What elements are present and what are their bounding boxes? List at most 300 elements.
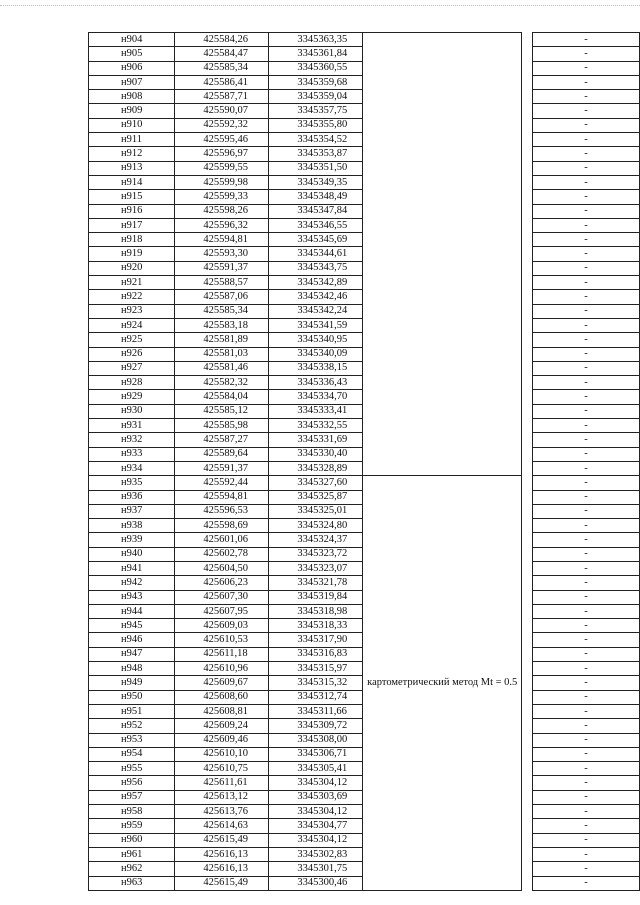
x-coordinate-cell: 425609,67 xyxy=(175,676,269,690)
dash-cell: - xyxy=(532,447,639,461)
dash-cell: - xyxy=(532,833,639,847)
y-coordinate-cell: 3345357,75 xyxy=(269,104,363,118)
column-gap xyxy=(522,833,533,847)
y-coordinate-cell: 3345315,97 xyxy=(269,662,363,676)
y-coordinate-cell: 3345359,04 xyxy=(269,90,363,104)
y-coordinate-cell: 3345311,66 xyxy=(269,704,363,718)
point-name-cell: н943 xyxy=(89,590,175,604)
y-coordinate-cell: 3345323,07 xyxy=(269,561,363,575)
y-coordinate-cell: 3345361,84 xyxy=(269,47,363,61)
dash-cell: - xyxy=(532,104,639,118)
x-coordinate-cell: 425599,55 xyxy=(175,161,269,175)
dash-cell: - xyxy=(532,476,639,490)
point-name-cell: н953 xyxy=(89,733,175,747)
column-gap xyxy=(522,862,533,876)
point-name-cell: н950 xyxy=(89,690,175,704)
x-coordinate-cell: 425594,81 xyxy=(175,233,269,247)
column-gap xyxy=(522,604,533,618)
column-gap xyxy=(522,161,533,175)
dash-cell: - xyxy=(532,490,639,504)
x-coordinate-cell: 425584,47 xyxy=(175,47,269,61)
column-gap xyxy=(522,419,533,433)
point-name-cell: н918 xyxy=(89,233,175,247)
y-coordinate-cell: 3345351,50 xyxy=(269,161,363,175)
y-coordinate-cell: 3345341,59 xyxy=(269,318,363,332)
dash-cell: - xyxy=(532,819,639,833)
x-coordinate-cell: 425585,12 xyxy=(175,404,269,418)
point-name-cell: н921 xyxy=(89,276,175,290)
column-gap xyxy=(522,819,533,833)
y-coordinate-cell: 3345359,68 xyxy=(269,75,363,89)
point-name-cell: н963 xyxy=(89,876,175,890)
x-coordinate-cell: 425606,23 xyxy=(175,576,269,590)
x-coordinate-cell: 425581,46 xyxy=(175,361,269,375)
table-row xyxy=(89,33,640,47)
column-gap xyxy=(522,361,533,375)
x-coordinate-cell: 425598,26 xyxy=(175,204,269,218)
x-coordinate-cell: 425592,32 xyxy=(175,118,269,132)
point-name-cell: н958 xyxy=(89,805,175,819)
y-coordinate-cell: 3345318,98 xyxy=(269,604,363,618)
y-coordinate-cell: 3345331,69 xyxy=(269,433,363,447)
column-gap xyxy=(522,190,533,204)
x-coordinate-cell: 425616,13 xyxy=(175,862,269,876)
y-coordinate-cell: 3345355,80 xyxy=(269,118,363,132)
column-gap xyxy=(522,433,533,447)
column-gap xyxy=(522,47,533,61)
column-gap xyxy=(522,61,533,75)
point-name-cell: н946 xyxy=(89,633,175,647)
point-name-cell: н928 xyxy=(89,376,175,390)
x-coordinate-cell: 425587,71 xyxy=(175,90,269,104)
x-coordinate-cell: 425596,53 xyxy=(175,504,269,518)
column-gap xyxy=(522,647,533,661)
dash-cell: - xyxy=(532,776,639,790)
dash-cell: - xyxy=(532,204,639,218)
point-name-cell: н937 xyxy=(89,504,175,518)
point-name-cell: н931 xyxy=(89,419,175,433)
column-gap xyxy=(522,762,533,776)
x-coordinate-cell: 425607,95 xyxy=(175,604,269,618)
column-gap xyxy=(522,104,533,118)
x-coordinate-cell: 425614,63 xyxy=(175,819,269,833)
point-name-cell: н934 xyxy=(89,461,175,475)
method-cell-empty xyxy=(363,33,522,476)
dash-cell: - xyxy=(532,461,639,475)
column-gap xyxy=(522,504,533,518)
point-name-cell: н906 xyxy=(89,61,175,75)
point-name-cell: н956 xyxy=(89,776,175,790)
dash-cell: - xyxy=(532,233,639,247)
y-coordinate-cell: 3345348,49 xyxy=(269,190,363,204)
dash-cell: - xyxy=(532,862,639,876)
dash-cell: - xyxy=(532,533,639,547)
column-gap xyxy=(522,276,533,290)
x-coordinate-cell: 425608,81 xyxy=(175,704,269,718)
dash-cell: - xyxy=(532,847,639,861)
dash-cell: - xyxy=(532,161,639,175)
point-name-cell: н912 xyxy=(89,147,175,161)
column-gap xyxy=(522,304,533,318)
x-coordinate-cell: 425595,46 xyxy=(175,133,269,147)
y-coordinate-cell: 3345309,72 xyxy=(269,719,363,733)
dash-cell: - xyxy=(532,190,639,204)
column-gap xyxy=(522,876,533,890)
y-coordinate-cell: 3345301,75 xyxy=(269,862,363,876)
dash-cell: - xyxy=(532,247,639,261)
column-gap xyxy=(522,576,533,590)
column-gap xyxy=(522,390,533,404)
dash-cell: - xyxy=(532,61,639,75)
dash-cell: - xyxy=(532,647,639,661)
dash-cell: - xyxy=(532,75,639,89)
y-coordinate-cell: 3345347,84 xyxy=(269,204,363,218)
point-name-cell: н919 xyxy=(89,247,175,261)
column-gap xyxy=(522,118,533,132)
x-coordinate-cell: 425594,81 xyxy=(175,490,269,504)
column-gap xyxy=(522,376,533,390)
x-coordinate-cell: 425584,26 xyxy=(175,33,269,47)
x-coordinate-cell: 425587,06 xyxy=(175,290,269,304)
dash-cell: - xyxy=(532,633,639,647)
dash-cell: - xyxy=(532,33,639,47)
y-coordinate-cell: 3345304,12 xyxy=(269,805,363,819)
x-coordinate-cell: 425593,30 xyxy=(175,247,269,261)
point-name-cell: н910 xyxy=(89,118,175,132)
point-name-cell: н947 xyxy=(89,647,175,661)
y-coordinate-cell: 3345360,55 xyxy=(269,61,363,75)
column-gap xyxy=(522,404,533,418)
column-gap xyxy=(522,347,533,361)
dash-cell: - xyxy=(532,504,639,518)
x-coordinate-cell: 425602,78 xyxy=(175,547,269,561)
column-gap xyxy=(522,519,533,533)
x-coordinate-cell: 425616,13 xyxy=(175,847,269,861)
point-name-cell: н938 xyxy=(89,519,175,533)
point-name-cell: н942 xyxy=(89,576,175,590)
column-gap xyxy=(522,547,533,561)
column-gap xyxy=(522,590,533,604)
x-coordinate-cell: 425591,37 xyxy=(175,461,269,475)
x-coordinate-cell: 425581,03 xyxy=(175,347,269,361)
dash-cell: - xyxy=(532,704,639,718)
y-coordinate-cell: 3345323,72 xyxy=(269,547,363,561)
column-gap xyxy=(522,290,533,304)
x-coordinate-cell: 425589,64 xyxy=(175,447,269,461)
x-coordinate-cell: 425583,18 xyxy=(175,318,269,332)
y-coordinate-cell: 3345345,69 xyxy=(269,233,363,247)
dash-cell: - xyxy=(532,762,639,776)
point-name-cell: н922 xyxy=(89,290,175,304)
column-gap xyxy=(522,133,533,147)
dash-cell: - xyxy=(532,175,639,189)
y-coordinate-cell: 3345346,55 xyxy=(269,218,363,232)
column-gap xyxy=(522,805,533,819)
y-coordinate-cell: 3345304,77 xyxy=(269,819,363,833)
point-name-cell: н961 xyxy=(89,847,175,861)
y-coordinate-cell: 3345321,78 xyxy=(269,576,363,590)
y-coordinate-cell: 3345300,46 xyxy=(269,876,363,890)
y-coordinate-cell: 3345306,71 xyxy=(269,747,363,761)
point-name-cell: н944 xyxy=(89,604,175,618)
column-gap xyxy=(522,719,533,733)
column-gap xyxy=(522,147,533,161)
dash-cell: - xyxy=(532,276,639,290)
x-coordinate-cell: 425581,89 xyxy=(175,333,269,347)
y-coordinate-cell: 3345344,61 xyxy=(269,247,363,261)
x-coordinate-cell: 425607,30 xyxy=(175,590,269,604)
column-gap xyxy=(522,776,533,790)
point-name-cell: н939 xyxy=(89,533,175,547)
point-name-cell: н955 xyxy=(89,762,175,776)
x-coordinate-cell: 425590,07 xyxy=(175,104,269,118)
dash-cell: - xyxy=(532,747,639,761)
coordinates-table-body xyxy=(89,33,640,891)
point-name-cell: н908 xyxy=(89,90,175,104)
point-name-cell: н948 xyxy=(89,662,175,676)
dash-cell: - xyxy=(532,47,639,61)
point-name-cell: н952 xyxy=(89,719,175,733)
x-coordinate-cell: 425598,69 xyxy=(175,519,269,533)
point-name-cell: н932 xyxy=(89,433,175,447)
x-coordinate-cell: 425604,50 xyxy=(175,561,269,575)
dash-cell: - xyxy=(532,662,639,676)
coordinates-table xyxy=(88,32,640,891)
point-name-cell: н949 xyxy=(89,676,175,690)
y-coordinate-cell: 3345312,74 xyxy=(269,690,363,704)
column-gap xyxy=(522,333,533,347)
x-coordinate-cell: 425610,53 xyxy=(175,633,269,647)
x-coordinate-cell: 425615,49 xyxy=(175,833,269,847)
column-gap xyxy=(522,218,533,232)
y-coordinate-cell: 3345340,95 xyxy=(269,333,363,347)
y-coordinate-cell: 3345334,70 xyxy=(269,390,363,404)
point-name-cell: н909 xyxy=(89,104,175,118)
point-name-cell: н904 xyxy=(89,33,175,47)
x-coordinate-cell: 425585,34 xyxy=(175,61,269,75)
dash-cell: - xyxy=(532,733,639,747)
dash-cell: - xyxy=(532,347,639,361)
y-coordinate-cell: 3345303,69 xyxy=(269,790,363,804)
x-coordinate-cell: 425608,60 xyxy=(175,690,269,704)
point-name-cell: н960 xyxy=(89,833,175,847)
point-name-cell: н926 xyxy=(89,347,175,361)
x-coordinate-cell: 425611,61 xyxy=(175,776,269,790)
y-coordinate-cell: 3345304,12 xyxy=(269,776,363,790)
dash-cell: - xyxy=(532,376,639,390)
table-row xyxy=(89,476,640,490)
x-coordinate-cell: 425613,76 xyxy=(175,805,269,819)
dash-cell: - xyxy=(532,790,639,804)
y-coordinate-cell: 3345336,43 xyxy=(269,376,363,390)
column-gap xyxy=(522,204,533,218)
y-coordinate-cell: 3345308,00 xyxy=(269,733,363,747)
point-name-cell: н914 xyxy=(89,175,175,189)
scan-edge-line xyxy=(0,5,640,8)
y-coordinate-cell: 3345302,83 xyxy=(269,847,363,861)
dash-cell: - xyxy=(532,118,639,132)
x-coordinate-cell: 425586,41 xyxy=(175,75,269,89)
dash-cell: - xyxy=(532,90,639,104)
point-name-cell: н962 xyxy=(89,862,175,876)
point-name-cell: н930 xyxy=(89,404,175,418)
dash-cell: - xyxy=(532,404,639,418)
point-name-cell: н936 xyxy=(89,490,175,504)
y-coordinate-cell: 3345305,41 xyxy=(269,762,363,776)
dash-cell: - xyxy=(532,147,639,161)
point-name-cell: н945 xyxy=(89,619,175,633)
y-coordinate-cell: 3345330,40 xyxy=(269,447,363,461)
column-gap xyxy=(522,619,533,633)
point-name-cell: н954 xyxy=(89,747,175,761)
column-gap xyxy=(522,75,533,89)
y-coordinate-cell: 3345324,80 xyxy=(269,519,363,533)
x-coordinate-cell: 425587,27 xyxy=(175,433,269,447)
dash-cell: - xyxy=(532,433,639,447)
column-gap xyxy=(522,676,533,690)
dash-cell: - xyxy=(532,676,639,690)
y-coordinate-cell: 3345343,75 xyxy=(269,261,363,275)
method-cell: картометрический метод Mt = 0.5 xyxy=(363,476,522,891)
y-coordinate-cell: 3345363,35 xyxy=(269,33,363,47)
point-name-cell: н916 xyxy=(89,204,175,218)
dash-cell: - xyxy=(532,876,639,890)
x-coordinate-cell: 425609,03 xyxy=(175,619,269,633)
column-gap xyxy=(522,261,533,275)
y-coordinate-cell: 3345353,87 xyxy=(269,147,363,161)
x-coordinate-cell: 425610,10 xyxy=(175,747,269,761)
column-gap xyxy=(522,247,533,261)
column-gap xyxy=(522,561,533,575)
x-coordinate-cell: 425588,57 xyxy=(175,276,269,290)
dash-cell: - xyxy=(532,318,639,332)
column-gap xyxy=(522,662,533,676)
point-name-cell: н935 xyxy=(89,476,175,490)
y-coordinate-cell: 3345342,46 xyxy=(269,290,363,304)
x-coordinate-cell: 425585,34 xyxy=(175,304,269,318)
column-gap xyxy=(522,847,533,861)
dash-cell: - xyxy=(532,218,639,232)
point-name-cell: н905 xyxy=(89,47,175,61)
point-name-cell: н927 xyxy=(89,361,175,375)
point-name-cell: н911 xyxy=(89,133,175,147)
y-coordinate-cell: 3345340,09 xyxy=(269,347,363,361)
y-coordinate-cell: 3345327,60 xyxy=(269,476,363,490)
point-name-cell: н940 xyxy=(89,547,175,561)
dash-cell: - xyxy=(532,390,639,404)
dash-cell: - xyxy=(532,361,639,375)
x-coordinate-cell: 425609,24 xyxy=(175,719,269,733)
dash-cell: - xyxy=(532,576,639,590)
x-coordinate-cell: 425609,46 xyxy=(175,733,269,747)
point-name-cell: н957 xyxy=(89,790,175,804)
column-gap xyxy=(522,633,533,647)
y-coordinate-cell: 3345304,12 xyxy=(269,833,363,847)
column-gap xyxy=(522,233,533,247)
x-coordinate-cell: 425610,75 xyxy=(175,762,269,776)
y-coordinate-cell: 3345333,41 xyxy=(269,404,363,418)
point-name-cell: н907 xyxy=(89,75,175,89)
dash-cell: - xyxy=(532,604,639,618)
dash-cell: - xyxy=(532,590,639,604)
y-coordinate-cell: 3345328,89 xyxy=(269,461,363,475)
point-name-cell: н941 xyxy=(89,561,175,575)
point-name-cell: н920 xyxy=(89,261,175,275)
y-coordinate-cell: 3345349,35 xyxy=(269,175,363,189)
x-coordinate-cell: 425613,12 xyxy=(175,790,269,804)
y-coordinate-cell: 3345319,84 xyxy=(269,590,363,604)
x-coordinate-cell: 425591,37 xyxy=(175,261,269,275)
column-gap xyxy=(522,476,533,490)
x-coordinate-cell: 425610,96 xyxy=(175,662,269,676)
dash-cell: - xyxy=(532,619,639,633)
y-coordinate-cell: 3345338,15 xyxy=(269,361,363,375)
column-gap xyxy=(522,461,533,475)
column-gap xyxy=(522,90,533,104)
x-coordinate-cell: 425584,04 xyxy=(175,390,269,404)
column-gap xyxy=(522,790,533,804)
dash-cell: - xyxy=(532,304,639,318)
y-coordinate-cell: 3345315,32 xyxy=(269,676,363,690)
point-name-cell: н923 xyxy=(89,304,175,318)
dash-cell: - xyxy=(532,805,639,819)
column-gap xyxy=(522,318,533,332)
column-gap xyxy=(522,447,533,461)
dash-cell: - xyxy=(532,719,639,733)
dash-cell: - xyxy=(532,133,639,147)
point-name-cell: н929 xyxy=(89,390,175,404)
point-name-cell: н913 xyxy=(89,161,175,175)
dash-cell: - xyxy=(532,561,639,575)
y-coordinate-cell: 3345316,83 xyxy=(269,647,363,661)
x-coordinate-cell: 425601,06 xyxy=(175,533,269,547)
column-gap xyxy=(522,690,533,704)
dash-cell: - xyxy=(532,261,639,275)
y-coordinate-cell: 3345318,33 xyxy=(269,619,363,633)
x-coordinate-cell: 425592,44 xyxy=(175,476,269,490)
column-gap xyxy=(522,733,533,747)
column-gap xyxy=(522,490,533,504)
point-name-cell: н933 xyxy=(89,447,175,461)
x-coordinate-cell: 425599,33 xyxy=(175,190,269,204)
point-name-cell: н951 xyxy=(89,704,175,718)
point-name-cell: н959 xyxy=(89,819,175,833)
column-gap xyxy=(522,33,533,47)
point-name-cell: н917 xyxy=(89,218,175,232)
x-coordinate-cell: 425615,49 xyxy=(175,876,269,890)
y-coordinate-cell: 3345325,01 xyxy=(269,504,363,518)
dash-cell: - xyxy=(532,419,639,433)
y-coordinate-cell: 3345332,55 xyxy=(269,419,363,433)
x-coordinate-cell: 425596,32 xyxy=(175,218,269,232)
column-gap xyxy=(522,747,533,761)
x-coordinate-cell: 425582,32 xyxy=(175,376,269,390)
y-coordinate-cell: 3345325,87 xyxy=(269,490,363,504)
dash-cell: - xyxy=(532,290,639,304)
y-coordinate-cell: 3345342,89 xyxy=(269,276,363,290)
y-coordinate-cell: 3345342,24 xyxy=(269,304,363,318)
x-coordinate-cell: 425596,97 xyxy=(175,147,269,161)
x-coordinate-cell: 425585,98 xyxy=(175,419,269,433)
column-gap xyxy=(522,533,533,547)
dash-cell: - xyxy=(532,690,639,704)
dash-cell: - xyxy=(532,519,639,533)
point-name-cell: н925 xyxy=(89,333,175,347)
x-coordinate-cell: 425611,18 xyxy=(175,647,269,661)
y-coordinate-cell: 3345354,52 xyxy=(269,133,363,147)
dash-cell: - xyxy=(532,333,639,347)
x-coordinate-cell: 425599,98 xyxy=(175,175,269,189)
